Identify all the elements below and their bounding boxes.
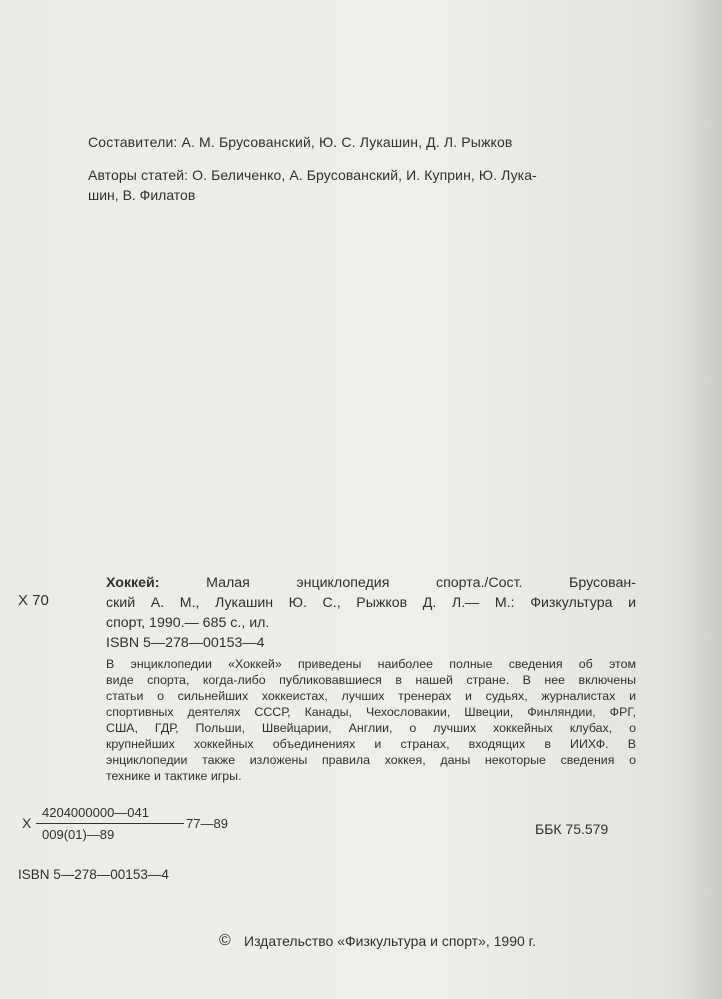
annotation-line: статьи о сильнейших хоккеистах, лучших тренерах и судьях, журналистах и <box>106 689 636 703</box>
code-letter: Х <box>22 815 32 831</box>
catalog-line-3: спорт, 1990.— 685 с., ил. <box>106 615 270 631</box>
annotation-line: В энциклопедии «Хоккей» приведены наиболее полные сведения об этом <box>106 657 636 671</box>
annotation-line: крупнейших хоккейных объединениях и странах, входящих в ИИХФ. В <box>106 737 636 751</box>
page-edge-shadow <box>682 0 722 999</box>
copyright-symbol: © <box>219 932 231 949</box>
catalog-line-1-rest: Малая энциклопедия спорта./Сост. Брусован- <box>206 575 636 591</box>
code-denominator: 009(01)—89 <box>42 827 115 842</box>
authors-line-1: Авторы статей: О. Беличенко, А. Брусованский, И. Куприн, Ю. Лука- <box>88 167 537 183</box>
catalog-line-1 <box>106 573 636 593</box>
annotation-line: спортивных деятелях СССР, Канады, Чехословакии, Швеции, Финляндии, ФРГ, <box>106 705 636 719</box>
annotation-line: энциклопедии также изложены правила хоккея, даны некоторые сведения о <box>106 753 636 767</box>
copyright-text: Издательство «Физкультура и спорт», 1990 г. <box>244 933 536 949</box>
annotation-line: США, ГДР, Польши, Швейцарии, Англии, о лучших хоккейных клубах, о <box>106 721 636 735</box>
code-fraction-bar <box>36 823 184 824</box>
code-numerator: 4204000000—041 <box>42 805 149 820</box>
catalog-line-2: ский А. М., Лукашин Ю. С., Рыжков Д. Л.— М.: Физкультура и <box>106 595 636 611</box>
catalog-index: Х 70 <box>18 592 49 609</box>
isbn-bottom: ISBN 5—278—00153—4 <box>18 867 169 882</box>
bbk-code: ББК 75.579 <box>535 821 609 837</box>
compilers-line: Составители: А. М. Брусованский, Ю. С. Лукашин, Д. Л. Рыжков <box>88 134 513 150</box>
annotation-text <box>106 656 636 784</box>
authors-line-2: шин, В. Филатов <box>88 187 196 203</box>
catalog-isbn: ISBN 5—278—00153—4 <box>106 635 265 651</box>
code-suffix: 77—89 <box>186 816 228 831</box>
catalog-title: Хоккей: <box>106 575 160 591</box>
annotation-line: технике и тактике игры. <box>106 769 242 783</box>
catalog-entry <box>106 573 636 653</box>
annotation-line: виде спорта, когда-либо публиковавшиеся в нашей стране. В нее включены <box>106 673 636 687</box>
